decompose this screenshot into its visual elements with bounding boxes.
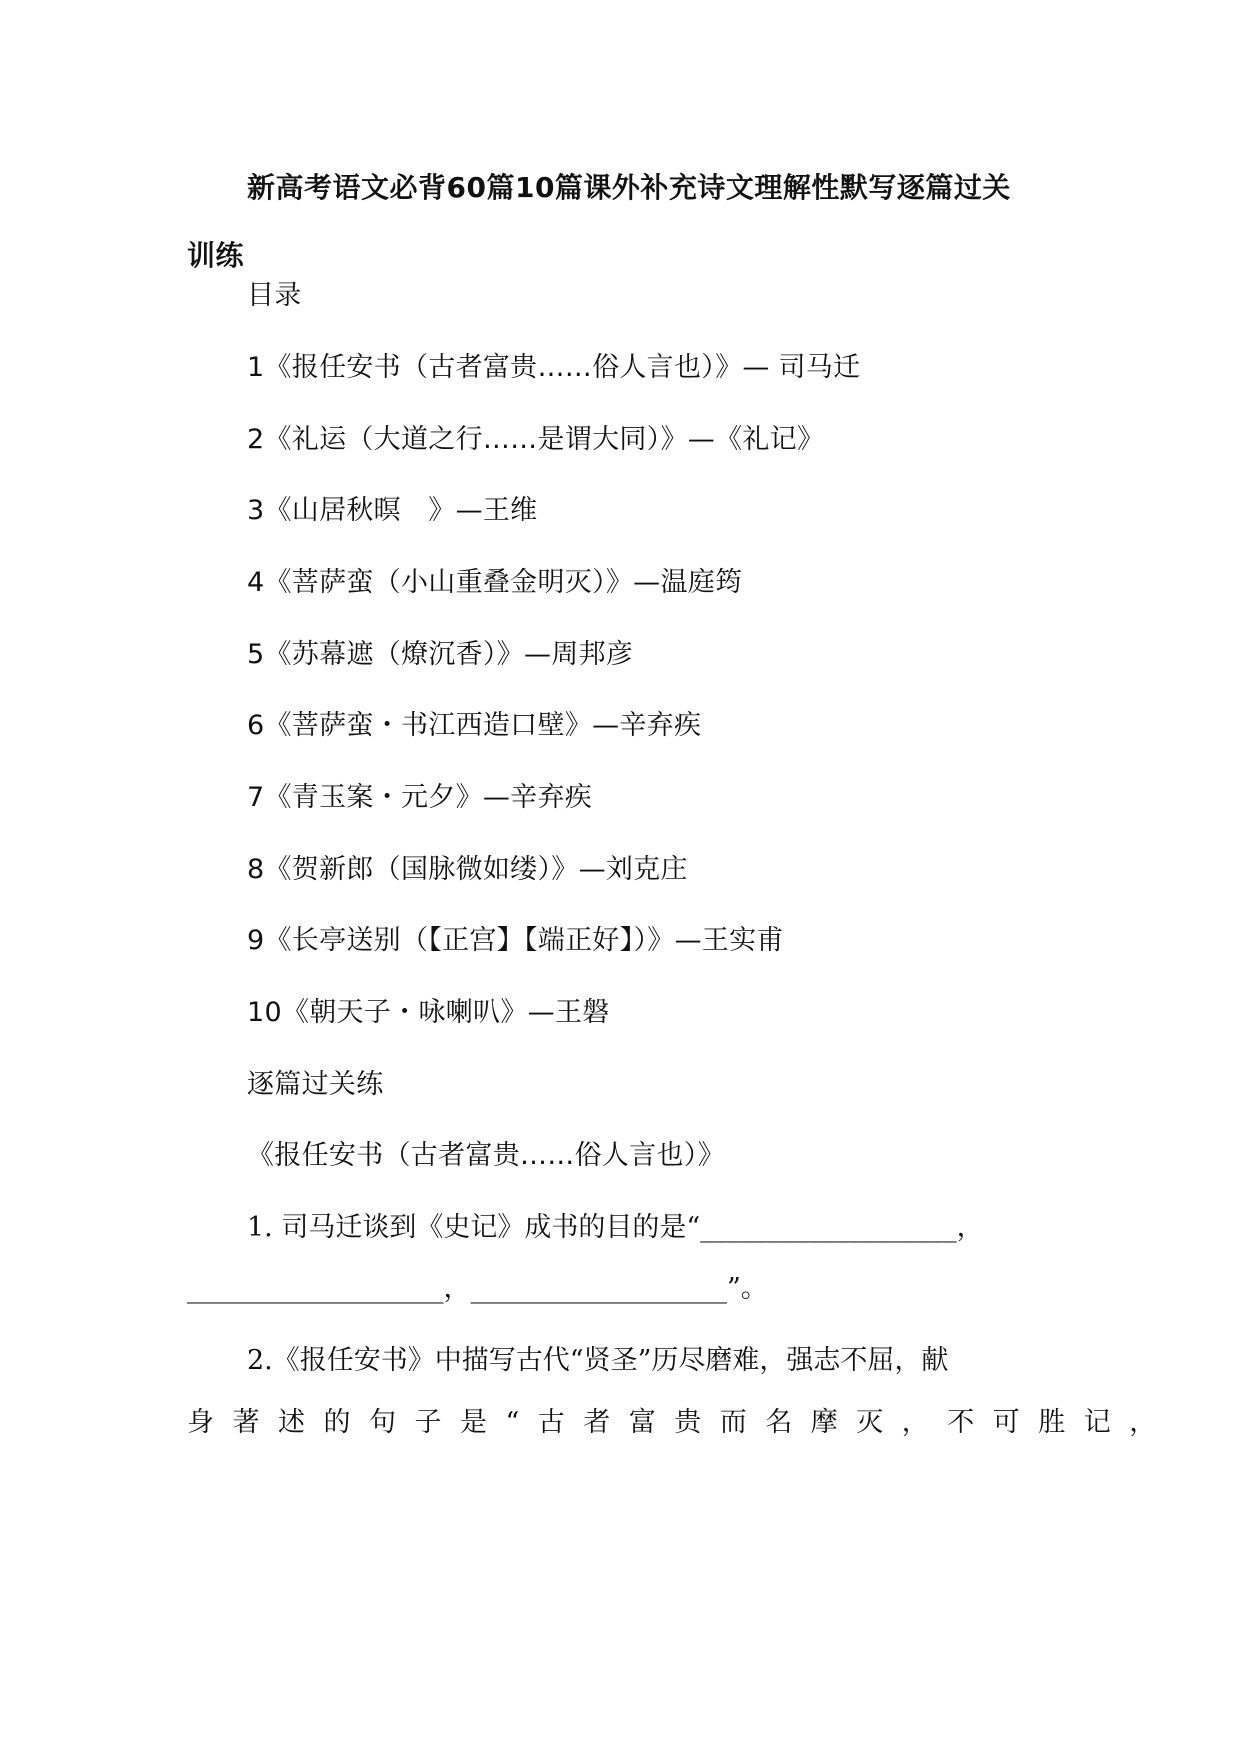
- toc-item-6: 6《菩萨蛮・书江西造口壁》—辛弃疾: [247, 710, 702, 741]
- document-title-line2: 训练: [187, 239, 245, 272]
- document-title-line1: 新高考语文必背60篇10篇课外补充诗文理解性默写逐篇过关: [247, 171, 1011, 204]
- question-1-line2: ___________________，___________________”。: [187, 1273, 768, 1304]
- toc-item-9: 9《长亭送别（【正宫】【端正好】）》—王实甫: [247, 925, 784, 956]
- toc-item-10: 10《朝天子・咏喇叭》—王磐: [247, 997, 610, 1028]
- toc-item-2: 2《礼运（大道之行……是谓大同）》—《礼记》: [247, 424, 825, 455]
- toc-item-3: 3《山居秋暝 》—王维: [247, 495, 538, 526]
- toc-item-7: 7《青玉案・元夕》—辛弃疾: [247, 782, 593, 813]
- toc-item-4: 4《菩萨蛮（小山重叠金明灭）》—温庭筠: [247, 567, 743, 598]
- toc-item-8: 8《贺新郎（国脉微如缕）》—刘克庄: [247, 854, 688, 885]
- section-title: 《报任安书（古者富贵……俗人言也）》: [247, 1140, 725, 1171]
- practice-heading: 逐篇过关练: [247, 1069, 384, 1100]
- question-1-line1: 1. 司马迁谈到《史记》成书的目的是“___________________，: [247, 1212, 984, 1243]
- toc-item-1: 1《报任安书（古者富贵……俗人言也）》— 司马迁: [247, 352, 861, 383]
- question-2-line2: 身著述的句子是“古者富贵而名摩灭，不可胜记，: [187, 1407, 1175, 1438]
- toc-item-5: 5《苏幕遮（燎沉香）》—周邦彦: [247, 639, 634, 670]
- toc-heading: 目录: [247, 280, 302, 311]
- question-2-line1: 2.《报任安书》中描写古代“贤圣”历尽磨难，强志不屈，献: [247, 1345, 949, 1376]
